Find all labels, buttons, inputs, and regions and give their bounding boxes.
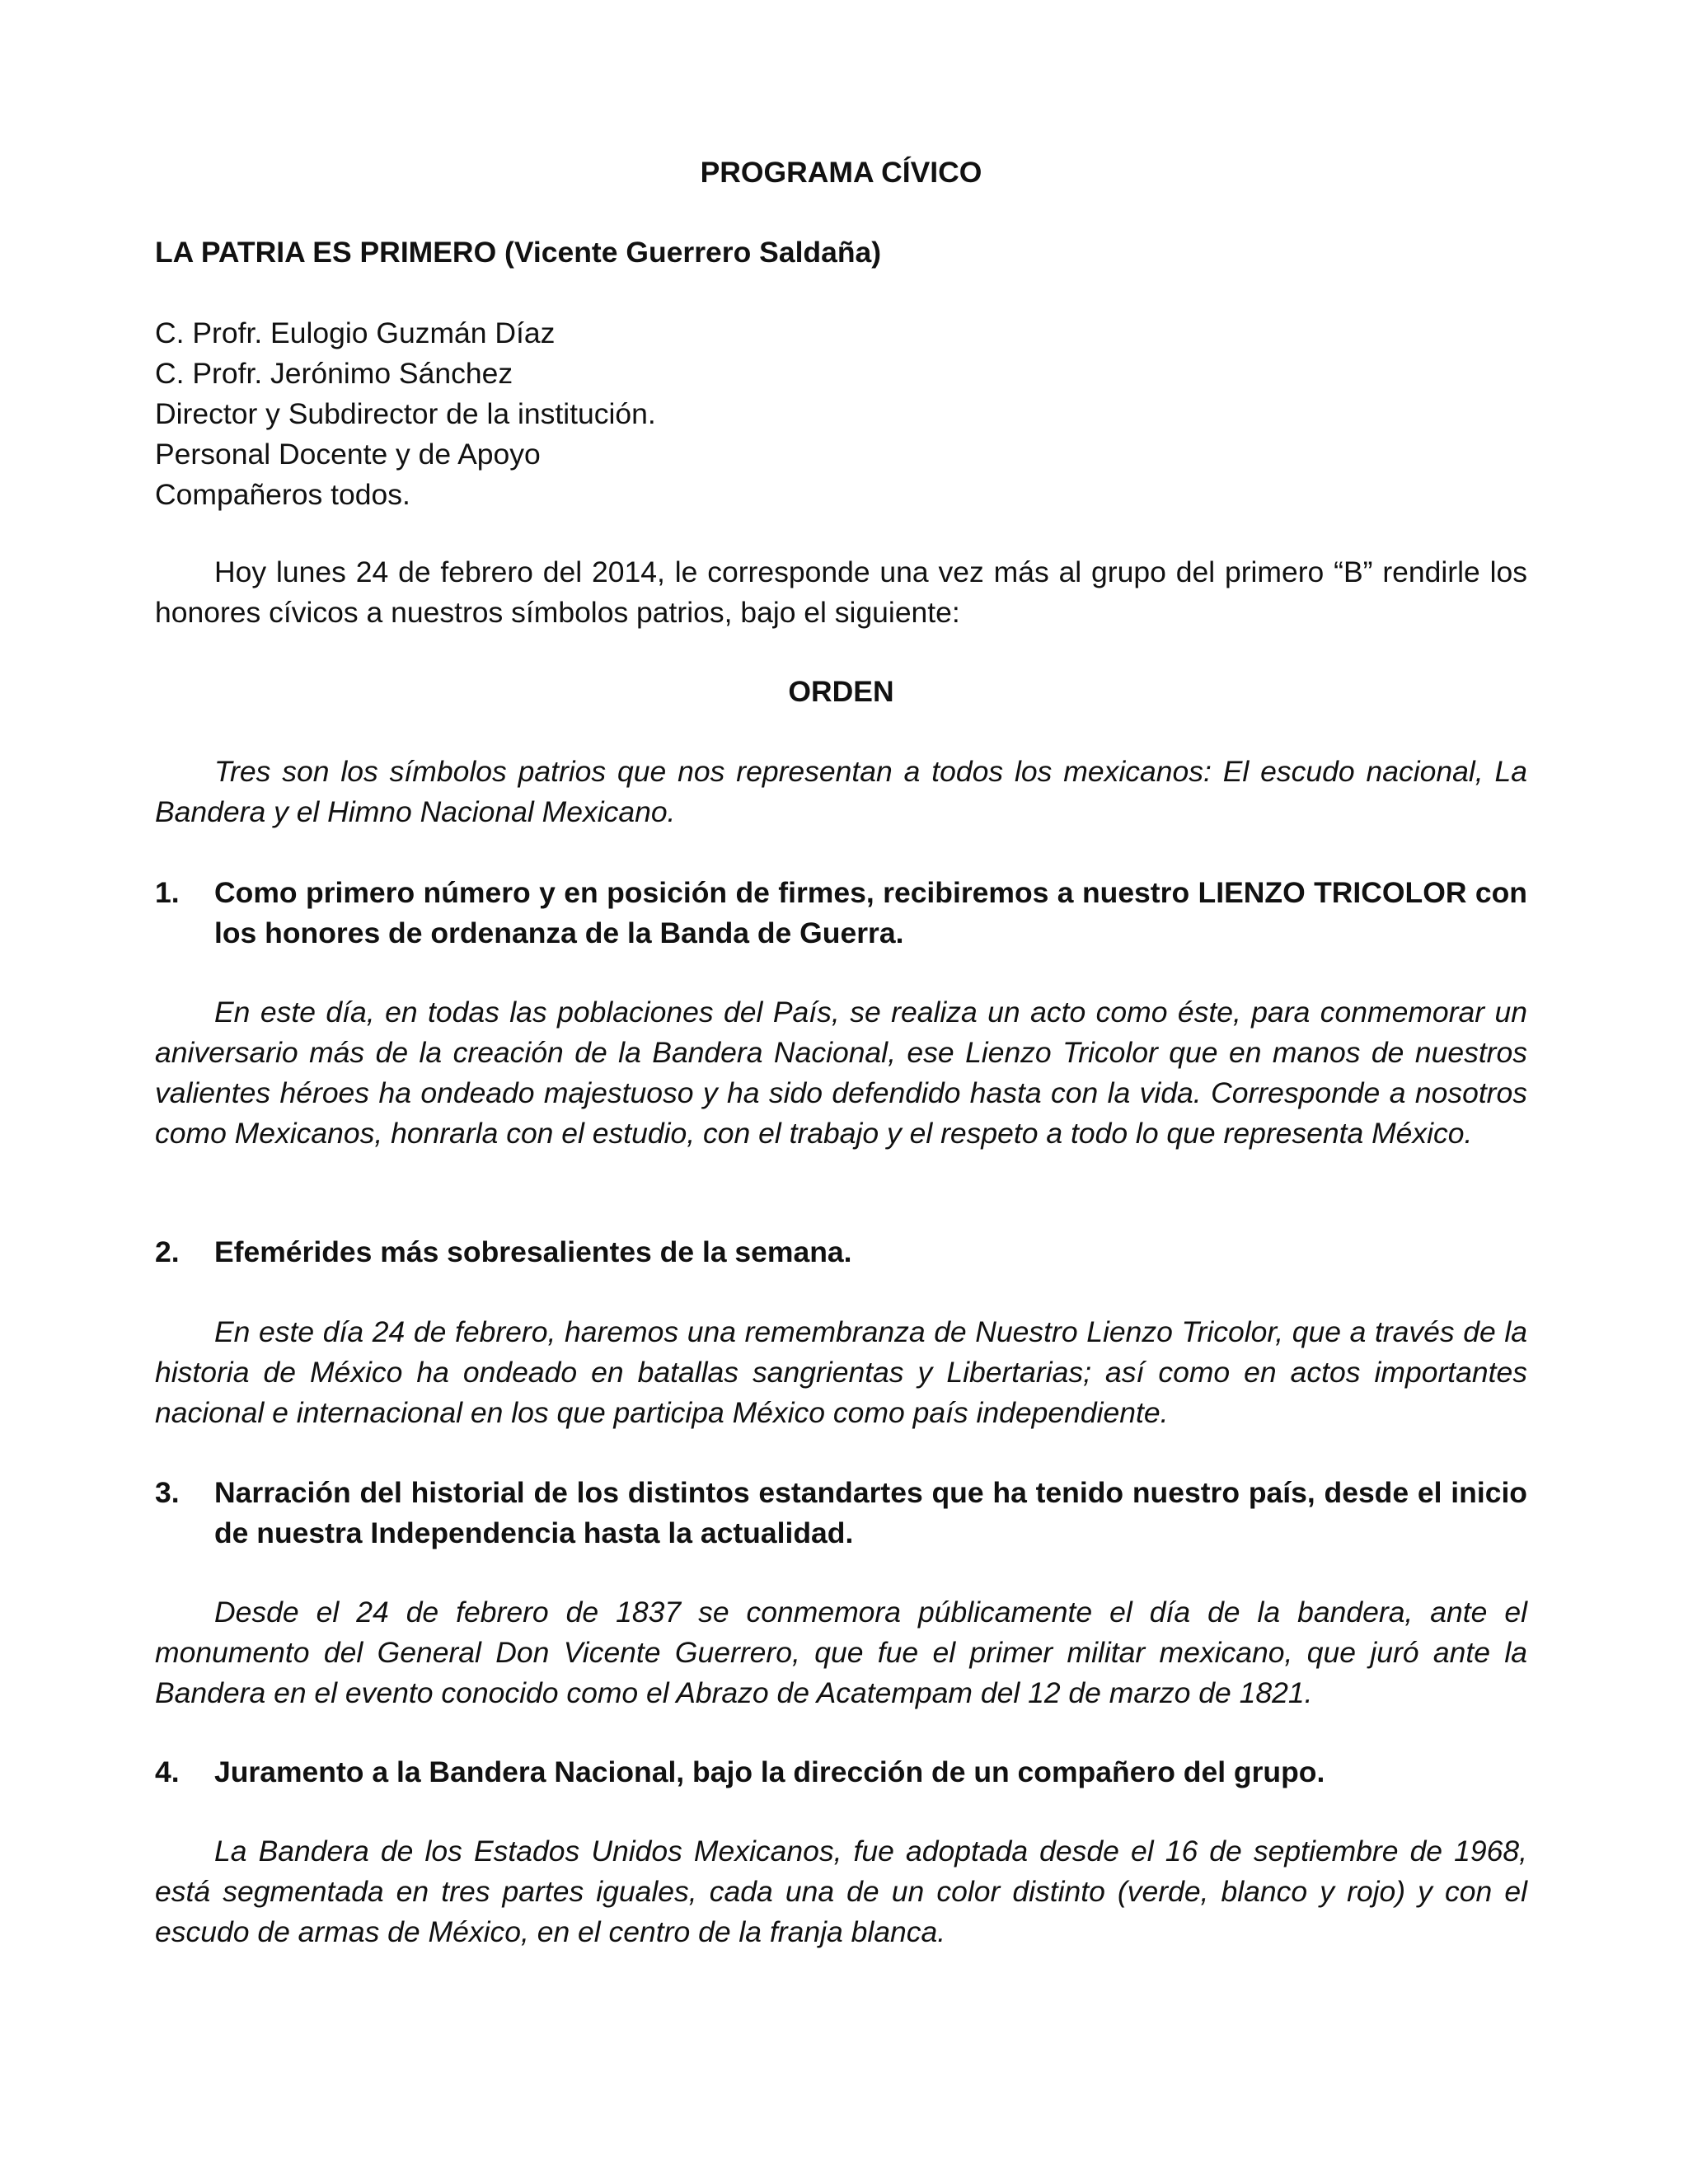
order-item-2 (155, 1232, 1527, 1272)
item-heading: Juramento a la Bandera Nacional, bajo la dirección de un compañero del grupo. (214, 1755, 1325, 1788)
order-heading: ORDEN (788, 675, 894, 708)
greeting-line: Personal Docente y de Apoyo (155, 438, 541, 471)
order-item-4 (155, 1752, 1527, 1793)
item-heading: Efemérides más sobresalientes de la semana. (214, 1235, 852, 1268)
item-2-paragraph: En este día 24 de febrero, haremos una remembranza de Nuestro Lienzo Tricolor, que a través de la historia de México ha ondeado en batallas sangrientas y Libertarias; así como en actos importantes nacional e internacional en los que participa México como país independiente. (155, 1315, 1527, 1429)
order-item-1 (155, 873, 1527, 954)
item-heading: Como primero número y en posición de firmes, recibiremos a nuestro LIENZO TRICOLOR con los honores de ordenanza de la Banda de Guerra. (214, 876, 1527, 949)
symbols-paragraph: Tres son los símbolos patrios que nos representan a todos los mexicanos: El escudo nacional, La Bandera y el Himno Nacional Mexicano. (155, 755, 1527, 828)
item-number: 3. (155, 1476, 180, 1509)
greeting-line: C. Profr. Eulogio Guzmán Díaz (155, 316, 556, 349)
greeting-line: Compañeros todos. (155, 478, 410, 511)
item-4-paragraph: La Bandera de los Estados Unidos Mexicanos, fue adoptada desde el 16 de septiembre de 1968, está segmentada en tres partes iguales, cada una de un color distinto (verde, blanco y rojo) y con el escudo de armas de México, en el centro de la franja blanca. (155, 1835, 1527, 1948)
order-item-3 (155, 1473, 1527, 1554)
motto-heading: LA PATRIA ES PRIMERO (Vicente Guerrero Saldaña) (155, 236, 882, 269)
intro-paragraph: Hoy lunes 24 de febrero del 2014, le corresponde una vez más al grupo del primero “B” rendirle los honores cívicos a nuestros símbolos patrios, bajo el siguiente: (155, 555, 1527, 629)
greeting-line: C. Profr. Jerónimo Sánchez (155, 357, 513, 390)
item-1-paragraph: En este día, en todas las poblaciones del País, se realiza un acto como éste, para conmemorar un aniversario más de la creación de la Bandera Nacional, ese Lienzo Tricolor que en manos de nuestros valientes héroes ha ondeado majestuoso y ha sido defendido hasta con la vida. Corresponde a nosotros como Mexicanos, honrarla con el estudio, con el trabajo y el respeto a todo lo que representa México. (155, 996, 1527, 1150)
item-number: 4. (155, 1755, 180, 1788)
item-number: 2. (155, 1235, 180, 1268)
greeting-line: Director y Subdirector de la institución. (155, 397, 656, 430)
greeting-block (155, 313, 1527, 515)
item-heading: Narración del historial de los distintos estandartes que ha tenido nuestro país, desde el inicio de nuestra Independencia hasta la actualidad. (214, 1476, 1527, 1549)
item-3-paragraph: Desde el 24 de febrero de 1837 se conmemora públicamente el día de la bandera, ante el monumento del General Don Vicente Guerrero, que fue el primer militar mexicano, que juró ante la Bandera en el evento conocido como el Abrazo de Acatempam del 12 de marzo de 1821. (155, 1596, 1527, 1709)
document-title: PROGRAMA CÍVICO (700, 156, 982, 189)
item-number: 1. (155, 876, 180, 909)
